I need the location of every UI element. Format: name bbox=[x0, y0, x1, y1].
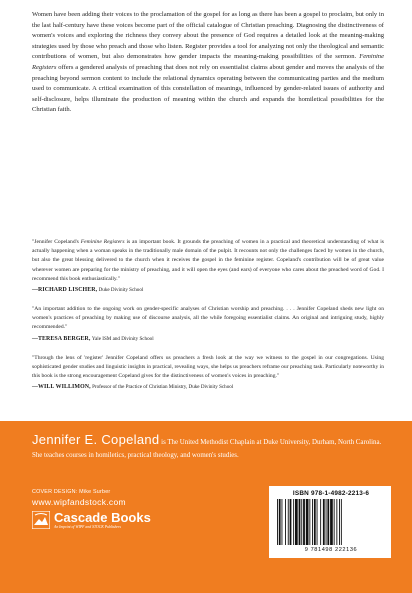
endorsement-pre: "Jennifer Copeland's bbox=[32, 239, 79, 245]
isbn-label: ISBN 978-1-4982-2213-6 bbox=[292, 490, 370, 497]
endorsement-2 bbox=[32, 305, 384, 343]
endorsement-pre: "Through the lens of 'register' Jennifer Copeland offers us preachers a fresh look at the way we witness to the gospel in our congregations. Using sophisticated gender studies and linguistic insights in practical, revealing ways, she helps us preachers reframe our preaching task. Particularly noteworthy in this book is the strong encouragement Copeland gives for the distinctiveness of women's voices in preaching." bbox=[32, 354, 384, 380]
author-bio-text: is The United Methodist Chaplain at Duke University, Durham, North Carolina. She teaches courses in homiletics, practical theology, and women's studies. bbox=[32, 439, 382, 459]
publisher-logo bbox=[32, 510, 190, 534]
endorsement-attribution bbox=[32, 335, 384, 343]
publisher-website: www.wipfandstock.com bbox=[32, 497, 126, 507]
endorser-affiliation: Yale ISM and Divinity School bbox=[91, 335, 154, 342]
endorsement-attribution bbox=[32, 286, 384, 294]
endorser-name: —RICHARD LISCHER, bbox=[32, 287, 98, 294]
endorsement-pre: "An important addition to the ongoing work on gender-specific analyses of Christian worship and preaching. . . . Jennifer Copeland sheds new light on women's practices of preaching by making use of discourse analysis, all the while foregoing essentialist claims. An original and intriguing study, highly recommended." bbox=[32, 306, 384, 331]
barcode-icon bbox=[275, 499, 387, 545]
publisher-name: Cascade Books bbox=[54, 510, 151, 525]
barcode-number: 9 781498 222136 bbox=[304, 547, 358, 553]
publisher-tagline: An Imprint of WIPF and STOCK Publishers bbox=[54, 525, 122, 529]
endorsement-post: is an important book. It grounds the preaching of women in a practical and theoretical understanding of what is actually happening when a woman speaks in the traditionally male domain of the pulpit. It recounts not only the challenges faced by women in the church, but also the great blessing delivered to the church when it receives the gospel in the feminine register. Copeland's contribution will be of great value wherever women are preparing for the ministry of preaching, and it will open the eyes (and ears) of everyone who cares about the preached word of God. I recommend this book enthusiastically." bbox=[32, 239, 384, 282]
book-description bbox=[32, 10, 384, 116]
endorsement-attribution bbox=[32, 383, 384, 391]
endorsement-title: Feminine Registers bbox=[80, 239, 125, 245]
endorsements bbox=[32, 238, 384, 402]
endorsement-text bbox=[32, 354, 384, 382]
endorsement-text bbox=[32, 238, 384, 284]
description-part1: Women have been adding their voices to the proclamation of the gospel for as long as there has been a gospel to proclaim, but only in the last half-century have these voices become part of the official catalogue of Christian preaching. Diagnosing the distinctiveness of women's voices and exploring the richness they convey about the presence of God requires a detailed look at the meaning-making strategies used by those who preach and those who listen. Register provides a tool for analyzing not only the theological and semantic contributions of women, but also demonstrates how gender impacts the meaning-making possibilities of the sermon. bbox=[32, 11, 384, 61]
description-title: Feminine Registers bbox=[32, 53, 384, 71]
endorser-affiliation: Professor of the Practice of Christian Ministry, Duke Divinity School bbox=[92, 384, 234, 391]
endorser-name: —TERESA BERGER, bbox=[32, 335, 91, 342]
description-part2: offers a gendered analysis of preaching that does not rely on essentialist claims about gender and moves the analysis of the preaching beyond sermon content to include the relational dynamics operating between the communicating parties and the medium used to communicate. A critical examination of this constellation of meanings, influenced by gender-related issues of authority and self-disclosure, helps illuminate the production of meaning within the church and expands the homiletical possibilities for the Christian faith. bbox=[32, 63, 384, 114]
endorser-affiliation: Duke Divinity School bbox=[98, 287, 144, 294]
cascade-logo-icon bbox=[32, 511, 50, 529]
author-name: Jennifer E. Copeland bbox=[32, 432, 160, 447]
endorser-name: —WILL WILLIMON, bbox=[32, 384, 91, 391]
endorsement-3 bbox=[32, 354, 384, 392]
cover-design-credit: COVER DESIGN: Mike Surber bbox=[32, 489, 111, 495]
isbn-block bbox=[269, 486, 391, 558]
endorsement-text bbox=[32, 305, 384, 333]
endorsement-1 bbox=[32, 238, 384, 294]
author-bio bbox=[32, 434, 392, 462]
